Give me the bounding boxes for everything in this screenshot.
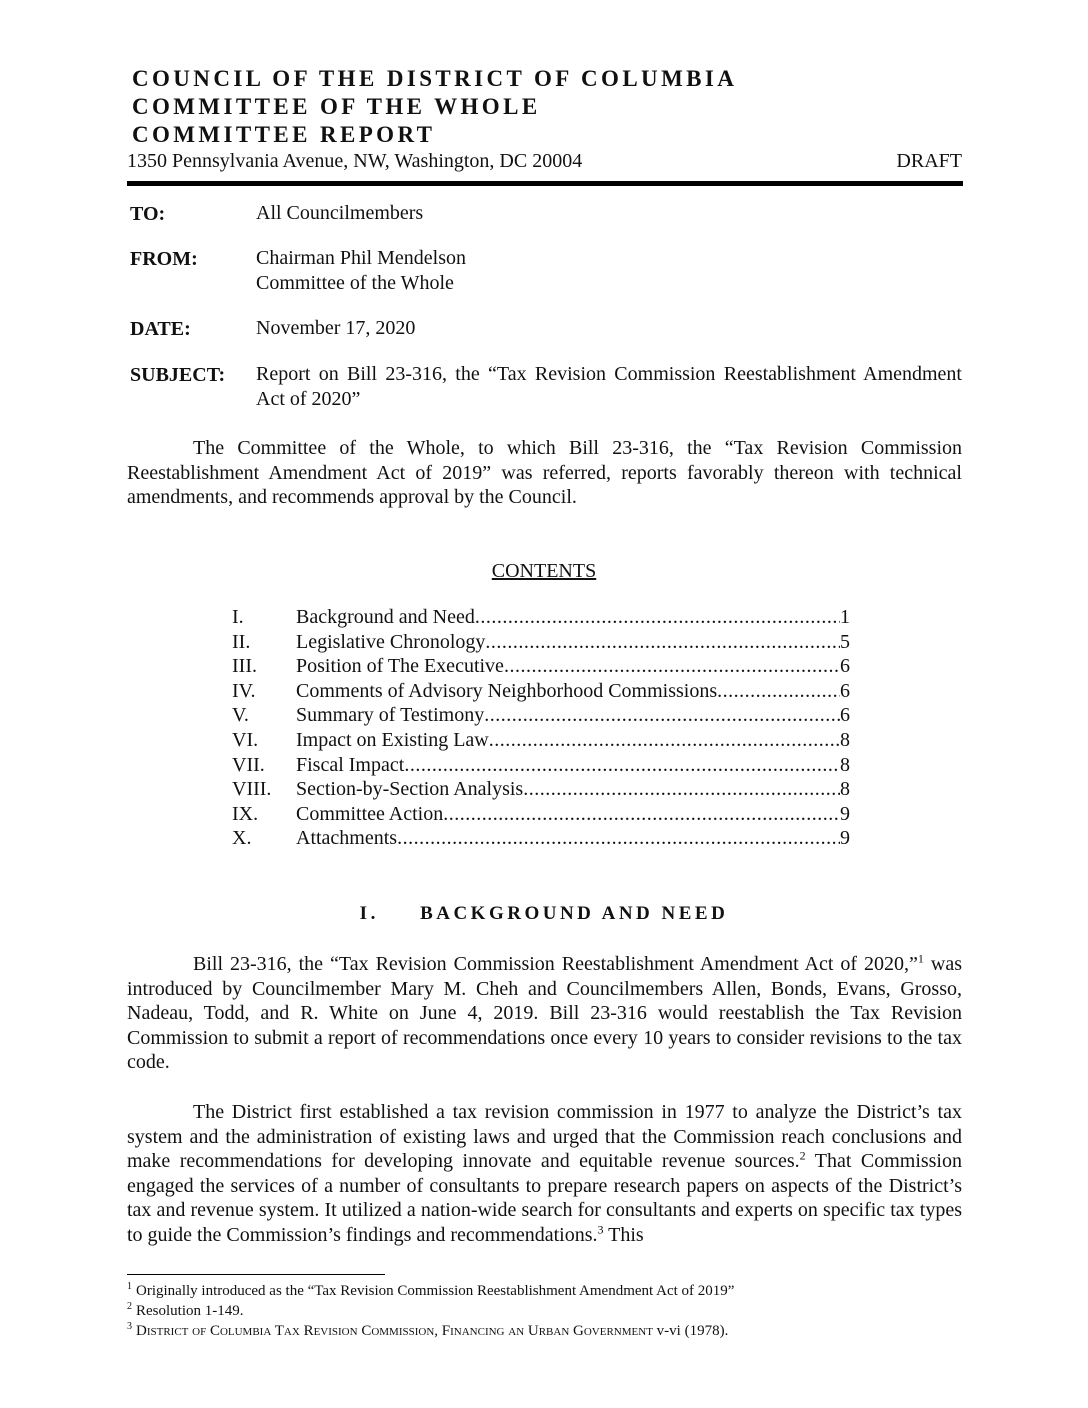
footnote-1 <box>127 1283 734 1300</box>
toc-item-number: I. <box>232 606 244 628</box>
toc-leader <box>485 631 840 654</box>
toc-leader <box>489 729 840 752</box>
footnote-3 <box>127 1323 728 1340</box>
toc-item[interactable] <box>232 778 850 803</box>
footnote-text: v-vi (1978). <box>652 1323 729 1339</box>
intro-text: The Committee of the Whole, to which Bill 23-316, the “Tax Revision Commission Reestablishment Amendment Act of 2019” was referred, reports favorably thereon with technical amendments, and recommends approval by the Council. <box>127 437 962 509</box>
paragraph-text: The District first established a tax revision commission in 1977 to analyze the District’s tax system and the administration of existing laws and urged that the Commission reach conclusions and make recommendations for developing innovate and equitable revenue sources. <box>127 1101 962 1173</box>
address: 1350 Pennsylvania Avenue, NW, Washington, DC 20004 <box>127 150 583 172</box>
toc-item-title: Impact on Existing Law <box>296 728 489 751</box>
contents-title: CONTENTS <box>491 560 597 582</box>
toc-item-page: 5 <box>840 630 850 653</box>
toc-item-page: 6 <box>840 704 850 727</box>
toc-item-number: VII. <box>232 753 265 776</box>
toc-item[interactable] <box>232 803 850 828</box>
footnote-ref[interactable]: 3 <box>597 1222 604 1237</box>
toc-item-title: Section-by-Section Analysis <box>296 778 524 801</box>
date-value: November 17, 2020 <box>256 317 416 339</box>
toc-item-title: Background and Need <box>296 606 475 628</box>
toc-item-page: 1 <box>840 606 850 628</box>
toc-item[interactable] <box>232 754 850 779</box>
toc-item-page: 9 <box>840 802 850 825</box>
footnote-mark: 2 <box>127 1301 132 1312</box>
footnote-mark: 3 <box>127 1321 132 1332</box>
toc-item[interactable] <box>232 631 850 656</box>
date-label: DATE: <box>130 318 191 340</box>
from-value-line2: Committee of the Whole <box>256 272 454 294</box>
toc-item-page: 6 <box>840 655 850 678</box>
toc-item-page: 6 <box>840 679 850 702</box>
toc-item[interactable] <box>232 827 850 852</box>
subject-label: SUBJECT: <box>130 364 226 386</box>
intro-paragraph <box>127 436 962 510</box>
footnote-ref[interactable]: 1 <box>917 951 924 966</box>
paragraph-text: Bill 23-316, the “Tax Revision Commission Reestablishment Amendment Act of 2020,” <box>193 953 918 975</box>
toc-item-title: Committee Action <box>296 802 444 825</box>
toc-item[interactable] <box>232 606 850 631</box>
report-type: COMMITTEE REPORT <box>132 122 436 147</box>
paragraph-text: This <box>603 1223 644 1246</box>
table-of-contents <box>232 606 850 852</box>
toc-item-title: Attachments <box>296 827 398 850</box>
council-name: COUNCIL OF THE DISTRICT OF COLUMBIA <box>132 66 738 91</box>
toc-item[interactable] <box>232 655 850 680</box>
toc-leader <box>484 704 840 727</box>
toc-leader <box>443 803 840 826</box>
toc-item-title: Comments of Advisory Neighborhood Commissions <box>296 679 718 702</box>
toc-item-number: X. <box>232 827 252 850</box>
footnote-text: Resolution 1-149. <box>136 1303 244 1319</box>
to-label: TO: <box>130 203 166 225</box>
toc-item-title: Legislative Chronology <box>296 630 486 653</box>
committee-name: COMMITTEE OF THE WHOLE <box>132 94 541 119</box>
toc-item-number: IX. <box>232 802 259 825</box>
toc-leader <box>504 655 840 678</box>
draft-label: DRAFT <box>896 150 962 172</box>
paragraph-text: That Commission engaged the services of a number of consultants to prepare research papers on aspects of the District’s tax and revenue system. It utilized a nation-wide search for consultants and experts on specific tax types to guide the Commission’s findings and recommendations. <box>127 1150 962 1246</box>
toc-item-number: VIII. <box>232 778 272 801</box>
toc-item-title: Summary of Testimony <box>296 704 485 727</box>
toc-item-page: 9 <box>840 827 850 850</box>
toc-item[interactable] <box>232 680 850 705</box>
toc-leader <box>475 606 840 629</box>
subject-value: Report on Bill 23-316, the “Tax Revision Commission Reestablishment Amendment Act of 2020” <box>256 363 962 410</box>
toc-item[interactable] <box>232 704 850 729</box>
footnote-2 <box>127 1303 244 1320</box>
toc-item-page: 8 <box>840 728 850 751</box>
toc-item-number: V. <box>232 704 249 727</box>
footnote-ref[interactable]: 2 <box>799 1148 806 1163</box>
to-value: All Councilmembers <box>256 202 424 224</box>
toc-leader <box>404 754 840 777</box>
toc-item-number: III. <box>232 655 257 678</box>
from-label: FROM: <box>130 248 198 270</box>
footnote-mark: 1 <box>127 1281 132 1292</box>
header-rule <box>127 181 963 186</box>
body-paragraph-2 <box>127 1100 962 1248</box>
body-paragraph-1 <box>127 952 962 1075</box>
paragraph-text: was introduced by Councilmember Mary M. Cheh and Councilmembers Allen, Bonds, Evans, Grosso, Nadeau, Todd, and R. White on June 4, 2019. Bill 23-316 would reestablish the Tax Revision Commission to submit a report of recommendations once every 10 years to consider revisions to the tax code. <box>127 953 962 1074</box>
from-value-line1: Chairman Phil Mendelson <box>256 247 466 269</box>
toc-leader <box>717 680 840 703</box>
footnote-rule <box>127 1274 385 1275</box>
footnote-text: Originally introduced as the “Tax Revision Commission Reestablishment Amendment Act of 2019” <box>136 1283 735 1299</box>
toc-leader <box>523 778 840 801</box>
toc-item-number: II. <box>232 630 251 653</box>
toc-item-title: Position of The Executive <box>296 655 504 678</box>
toc-item-number: VI. <box>232 728 259 751</box>
toc-item-number: IV. <box>232 679 256 702</box>
toc-item-page: 8 <box>840 753 850 776</box>
footnote-source-title: District of Columbia Tax Revision Commission, Financing an Urban Government <box>136 1323 653 1339</box>
toc-item-page: 8 <box>840 778 850 801</box>
toc-item-title: Fiscal Impact <box>296 753 405 776</box>
section-heading: I. BACKGROUND AND NEED <box>359 903 729 924</box>
toc-leader <box>397 827 840 850</box>
toc-item[interactable] <box>232 729 850 754</box>
